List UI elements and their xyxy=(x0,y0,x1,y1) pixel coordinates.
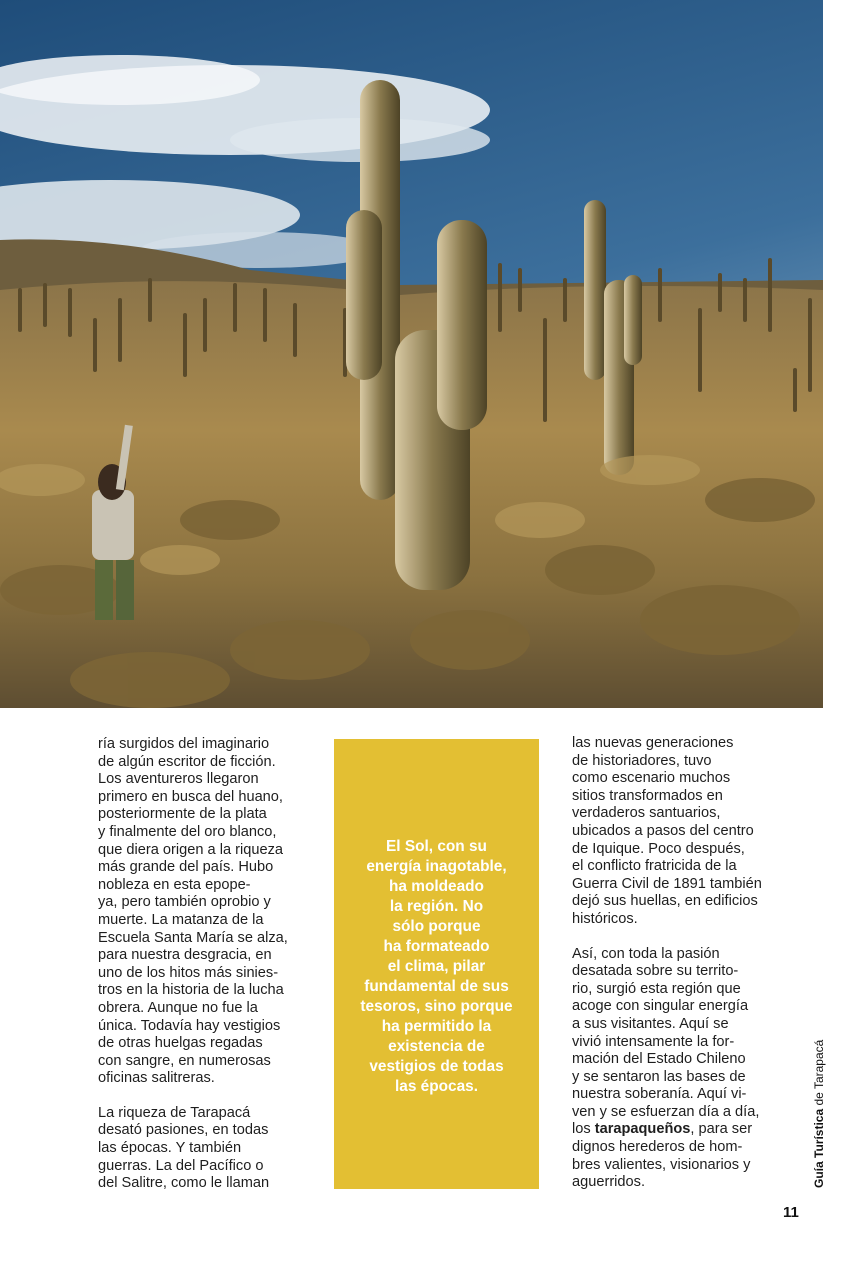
guide-title: Guía Turística xyxy=(812,1108,826,1188)
column-1 xyxy=(98,736,313,1210)
guide-region: de Tarapacá xyxy=(812,1039,826,1106)
column3-paragraph-2 xyxy=(572,946,787,1192)
paragraph2-text-before: Así, con toda la pasión desatada sobre su territo- rio, surgió esta región que acoge con singular energía a sus visitantes. Aquí se vivió intensamente la for- mación del Estado Chileno y se sentaron las bases de nuestra soberanía. Aquí vi- ven y se esfuerzan día a día, los xyxy=(572,945,760,1138)
side-guide-label xyxy=(812,1040,826,1188)
column-3 xyxy=(572,735,787,1209)
paragraph2-text-after: , para ser dignos herederos de hom- bres valientes, visionarios y aguerridos. xyxy=(572,1121,753,1191)
page-number: 11 xyxy=(783,1204,799,1221)
pull-quote-box xyxy=(334,739,539,1189)
column1-paragraph-1: ría surgidos del imaginario de algún escritor de ficción. Los aventureros llegaron primero en busca del huano, posteriormente de la plata y finalmente del oro blanco, que diera origen a la riqueza más grande del país. Hubo nobleza en esta epope- ya, pero también oprobio y muerte. La matanza de la Escuela Santa María se alza, para nuestra desgracia, en uno de los hitos más sinies- tros en la historia de la lucha obrera. Aunque no fue la única. Todavía hay vestigios de otras huelgas regadas con sangre, en numerosas oficinas salitreras. xyxy=(98,736,288,1087)
column3-paragraph-1: las nuevas generaciones de historiadores, tuvo como escenario muchos sitios transformados en verdaderos santuarios, ubicados a pasos del centro de Iquique. Poco después, el conflicto fratricida de la Guerra Civil de 1891 también dejó sus huellas, en edificios históricos. xyxy=(572,735,762,927)
pull-quote-text: El Sol, con su energía inagotable, ha moldeado la región. No sólo porque ha formateado el clima, pilar fundamental de sus tesoros, sino porque ha permitido la existencia de vestigios de todas las épocas. xyxy=(360,838,513,1095)
column1-paragraph-2: La riqueza de Tarapacá desató pasiones, en todas las épocas. Y también guerras. La del Pacífico o del Salitre, como le llaman xyxy=(98,1104,270,1192)
paragraph2-bold-term: tarapaqueños xyxy=(594,1121,691,1138)
